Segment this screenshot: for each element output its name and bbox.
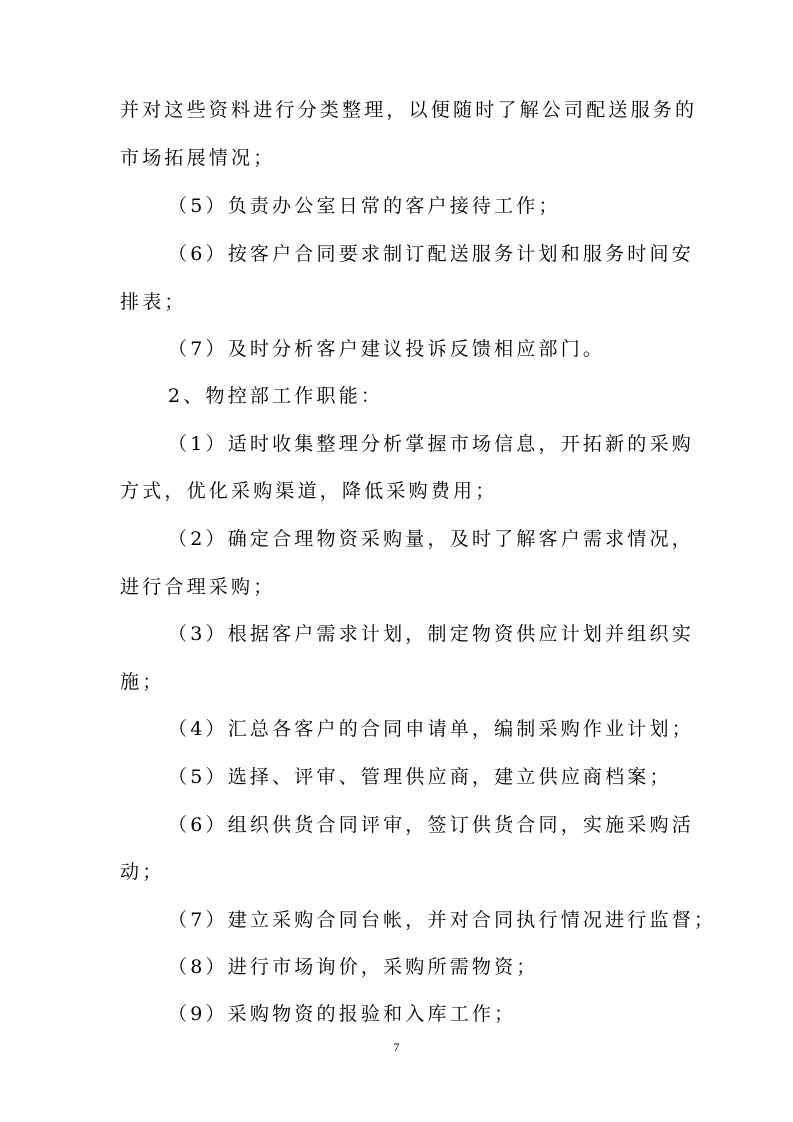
list-item: （5）选择、评审、管理供应商，建立供应商档案；	[168, 766, 672, 788]
list-item: （1）适时收集整理分析掌握市场信息，开拓新的采购	[168, 433, 694, 455]
list-item: （4）汇总各客户的合同申请单，编制采购作业计划；	[168, 718, 694, 740]
text-line: 进行合理采购；	[120, 576, 276, 598]
list-item: （7）建立采购合同台帐，并对合同执行情况进行监督；	[168, 909, 717, 931]
section-heading: 2、物控部工作职能：	[168, 385, 384, 407]
text-line: 方式，优化采购渠道，降低采购费用；	[120, 480, 498, 502]
list-item: （7）及时分析客户建议投诉反馈相应部门。	[168, 338, 606, 360]
list-item: （9）采购物资的报验和入库工作；	[168, 1003, 517, 1025]
page-number: 7	[393, 1040, 400, 1054]
list-item: （5）负责办公室日常的客户接待工作；	[168, 195, 561, 217]
text-line: 市场拓展情况；	[120, 147, 276, 169]
list-item: （8）进行市场询价，采购所需物资；	[168, 956, 539, 978]
list-item: （2）确定合理物资采购量，及时了解客户需求情况，	[168, 528, 694, 550]
list-item: （6）组织供货合同评审，签订供货合同，实施采购活	[168, 814, 694, 836]
text-line: 排表；	[120, 291, 187, 313]
text-line: 施；	[120, 671, 165, 693]
text-line: 动；	[120, 861, 165, 883]
text-line: 并对这些资料进行分类整理，以便随时了解公司配送服务的	[120, 99, 698, 121]
list-item: （6）按客户合同要求制订配送服务计划和服务时间安	[168, 243, 694, 265]
list-item: （3）根据客户需求计划，制定物资供应计划并组织实	[168, 623, 694, 645]
